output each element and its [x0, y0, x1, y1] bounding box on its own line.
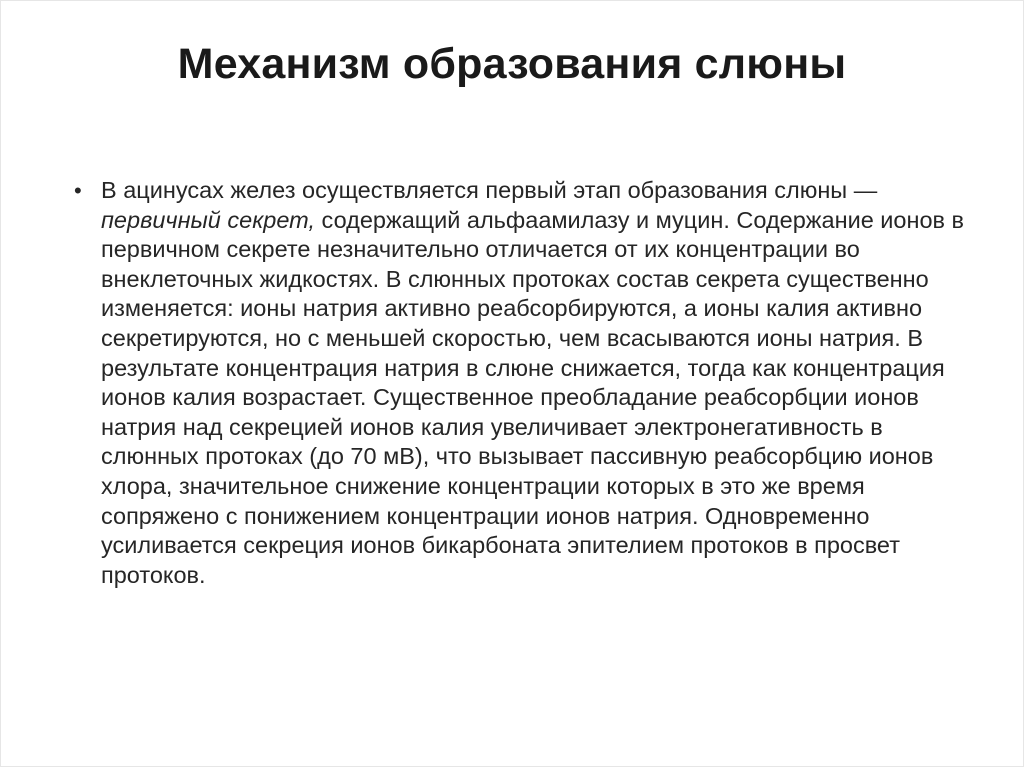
paragraph-text-start: В ацинусах желез осуществляется первый этап образования слюны — [101, 177, 878, 203]
bullet-icon: • [74, 178, 82, 203]
slide-body [74, 176, 974, 590]
bullet-paragraph [101, 176, 971, 590]
slide-title: Механизм образования слюны [177, 40, 847, 88]
paragraph-italic-term: первичный секрет, [101, 206, 316, 233]
paragraph-text-rest: содержащий альфаамилазу и муцин. Содержание ионов в первичном секрете незначительно отличается от их концентрации во внеклеточных жидкостях. В слюнных протоках состав секрета существенно изменяется: ионы натрия активно реабсорбируются, а ионы калия активно секретируются, но с меньшей скоростью, чем всасываются ионы натрия. В результате концентрация натрия в слюне снижается, тогда как концентрация ионов калия возрастает. Существенное преобладание реабсорбции ионов натрия над секрецией ионов калия увеличивает электронегативность в слюнных протоках (до 70 мВ), что вызывает пассивную реабсорбцию ионов хлора, значительное снижение концентрации которых в это же время сопряжено с понижением концентрации ионов натрия. Одновременно усиливается секреция ионов бикарбоната эпителием протоков в просвет протоков. [101, 206, 965, 588]
